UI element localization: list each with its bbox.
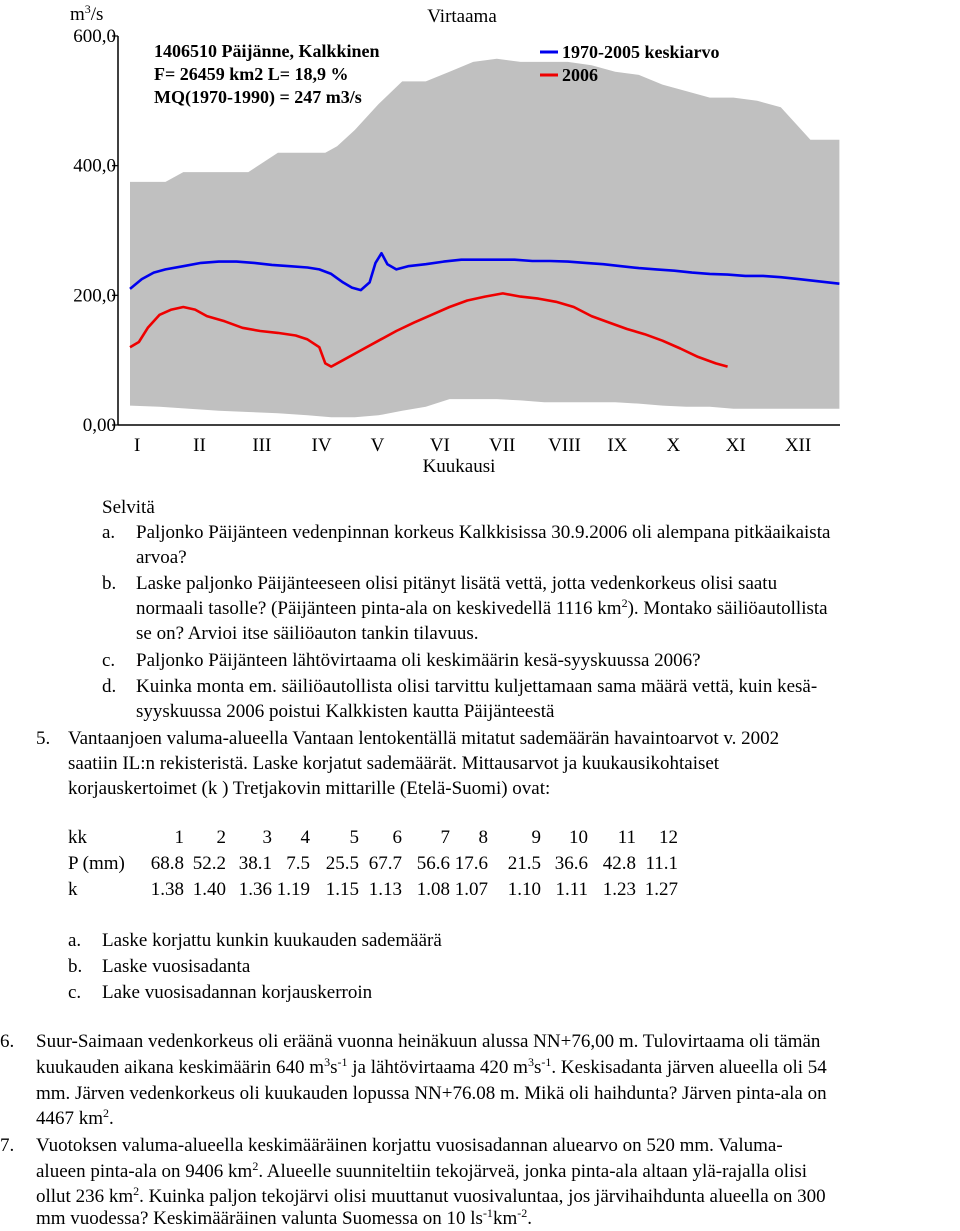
flow-range-band bbox=[130, 59, 839, 418]
table-cell: 56.6 bbox=[416, 853, 450, 874]
x-tick-label: VII bbox=[489, 435, 516, 456]
table-row-label: kk bbox=[68, 827, 87, 848]
table-cell: 5 bbox=[349, 827, 359, 848]
question-5a-label: a. bbox=[68, 930, 82, 951]
table-cell: 1.13 bbox=[368, 879, 402, 900]
table-cell: 1.36 bbox=[238, 879, 272, 900]
question-5-line-2: saatiin IL:n rekisteristä. Laske korjatut sademäärät. Mittausarvot ja kuukausikohtaiset bbox=[68, 753, 720, 774]
question-5b-label: b. bbox=[68, 956, 83, 977]
table-cell: 21.5 bbox=[507, 853, 541, 874]
question-7-line-1: Vuotoksen valuma-alueella keskimääräinen korjattu vuosisadannan aluearvo on 520 mm. Valuma- bbox=[36, 1135, 783, 1156]
item-b-text-2: normaali tasolle? (Päijänteen pinta-ala on keskivedellä 1116 $km^2$). Montako säiliöautollista bbox=[136, 596, 828, 619]
question-6-line-2: kuukauden aikana keskimäärin 640 $m^3s^{-1}$ ja lähtövirtaama 420 $m^3s^{-1}$. Keskisadanta järven alueella oli 54 bbox=[36, 1055, 827, 1078]
table-cell: 9 bbox=[531, 827, 541, 848]
table-cell: 1.23 bbox=[602, 879, 636, 900]
station-info-line-1: 1406510 Päijänne, Kalkkinen bbox=[154, 41, 380, 61]
question-7-line-3: ollut 236 $km^2$. Kuinka paljon tekojärvi olisi muuttanut vuosivaluntaa, jos järvihaihdunta alueella on 300 bbox=[36, 1184, 826, 1207]
table-row-label: P (mm) bbox=[68, 853, 125, 874]
x-tick-label: IV bbox=[311, 435, 332, 456]
x-tick-label: VIII bbox=[548, 435, 581, 456]
table-cell: 1.07 bbox=[454, 879, 488, 900]
question-6-number: 6. bbox=[0, 1031, 15, 1052]
item-d-text-2: syyskuussa 2006 poistui Kalkkisten kautta Päijänteestä bbox=[136, 701, 555, 722]
station-info bbox=[154, 41, 380, 108]
item-a-text-2: arvoa? bbox=[136, 547, 187, 568]
x-axis-label: Kuukausi bbox=[422, 456, 496, 477]
item-c-label: c. bbox=[102, 650, 116, 671]
station-info-line-2: F= 26459 km2 L= 18,9 % bbox=[154, 64, 349, 84]
legend-label-avg: 1970-2005 keskiarvo bbox=[562, 42, 720, 62]
chart-title: Virtaama bbox=[427, 6, 497, 27]
y-tick-label: 0,00 bbox=[82, 415, 116, 436]
x-tick-label: I bbox=[134, 435, 141, 456]
table-row-label: k bbox=[68, 879, 78, 900]
x-tick-label: IX bbox=[607, 435, 628, 456]
x-tick-label: V bbox=[370, 435, 385, 456]
table-cell: 8 bbox=[478, 827, 488, 848]
table-cell: 1.10 bbox=[507, 879, 541, 900]
table-cell: 1.27 bbox=[644, 879, 678, 900]
table-cell: 6 bbox=[392, 827, 402, 848]
x-tick-label: VI bbox=[429, 435, 450, 456]
question-5-line-1: Vantaanjoen valuma-alueella Vantaan lentokentällä mitatut sademäärän havaintoarvot v. 2002 bbox=[68, 728, 780, 749]
table-cell: 4 bbox=[300, 827, 310, 848]
question-7-line-2: alueen pinta-ala on 9406 $km^2$. Alueelle suunniteltiin tekojärveä, jonka pinta-ala altaan ylä-rajalla olisi bbox=[36, 1159, 808, 1182]
table-cell: 36.6 bbox=[554, 853, 588, 874]
table-cell: 7.5 bbox=[286, 853, 310, 874]
station-info-line-3: MQ(1970-1990) = 247 m3/s bbox=[154, 87, 362, 107]
item-b-text: Laske paljonko Päijänteeseen olisi pitänyt lisätä vettä, jotta vedenkorkeus olisi saatu bbox=[136, 573, 778, 594]
table-cell: 1.08 bbox=[416, 879, 450, 900]
table-cell: 42.8 bbox=[602, 853, 636, 874]
table-cell: 2 bbox=[216, 827, 226, 848]
item-a-label: a. bbox=[102, 522, 116, 543]
table-cell: 3 bbox=[262, 827, 272, 848]
y-tick-label: 600,0 bbox=[73, 26, 116, 47]
table-cell: 68.8 bbox=[150, 853, 184, 874]
question-5-number: 5. bbox=[36, 728, 51, 749]
table-cell: 1.11 bbox=[555, 879, 588, 900]
flow-chart bbox=[0, 0, 960, 480]
table-cell: 1.38 bbox=[150, 879, 184, 900]
item-d-label: d. bbox=[102, 676, 117, 697]
table-cell: 38.1 bbox=[238, 853, 272, 874]
question-5b-text: Laske vuosisadanta bbox=[102, 956, 251, 977]
item-a-text: Paljonko Päijänteen vedenpinnan korkeus Kalkkisissa 30.9.2006 oli alempana pitkäaikaista bbox=[136, 522, 831, 543]
table-cell: 1.40 bbox=[192, 879, 226, 900]
question-6-line-3: mm. Järven vedenkorkeus oli kuukauden lopussa NN+76.08 m. Mikä oli haihdunta? Järven pinta-ala on bbox=[36, 1083, 827, 1104]
y-tick-label: 200,0 bbox=[73, 285, 116, 307]
x-tick-label: II bbox=[193, 435, 206, 456]
x-tick-label: III bbox=[252, 435, 272, 456]
x-tick-label: X bbox=[666, 435, 681, 456]
item-b-label: b. bbox=[102, 573, 117, 594]
item-c-text: Paljonko Päijänteen lähtövirtaama oli keskimäärin kesä-syyskuussa 2006? bbox=[136, 650, 701, 671]
table-cell: 17.6 bbox=[454, 853, 488, 874]
x-tick-label: XII bbox=[784, 435, 812, 456]
table-cell: 1 bbox=[174, 827, 184, 848]
table-cell: 1.19 bbox=[276, 879, 310, 900]
x-tick-label: XI bbox=[725, 435, 746, 456]
question-5a-text: Laske korjattu kunkin kuukauden sademäärä bbox=[102, 930, 442, 951]
table-cell: 25.5 bbox=[325, 853, 359, 874]
table-cell: 7 bbox=[440, 827, 450, 848]
table-cell: 67.7 bbox=[368, 853, 402, 874]
y-unit-label: $m^3/s$ bbox=[70, 2, 104, 25]
table-cell: 11.1 bbox=[645, 853, 678, 874]
table-cell: 12 bbox=[659, 827, 678, 848]
question-5c-text: Lake vuosisadannan korjauskerroin bbox=[102, 982, 373, 1003]
table-cell: 52.2 bbox=[192, 853, 226, 874]
question-5-line-3: korjauskertoimet (k ) Tretjakovin mittarille (Etelä-Suomi) ovat: bbox=[68, 778, 551, 799]
flow-band-area bbox=[130, 59, 839, 418]
item-d-text: Kuinka monta em. säiliöautollista olisi tarvittu kuljettamaan sama määrä vettä, kuin kesä- bbox=[136, 676, 818, 697]
question-6-line-1: Suur-Saimaan vedenkorkeus oli eräänä vuonna heinäkuun alussa NN+76,00 m. Tulovirtaama oli tämän bbox=[36, 1031, 821, 1052]
selvita-heading: Selvitä bbox=[102, 497, 155, 518]
question-7-line-4: mm vuodessa? Keskimääräinen valunta Suomessa on 10 $ls^{-1}km^{-2}$. bbox=[36, 1206, 532, 1229]
legend-label-2006: 2006 bbox=[562, 65, 598, 85]
item-b-text-3: se on? Arvioi itse säiliöauton tankin tilavuus. bbox=[136, 623, 479, 644]
table-cell: 11 bbox=[617, 827, 636, 848]
table-cell: 1.15 bbox=[325, 879, 359, 900]
question-6-line-4: 4467 $km^2$. bbox=[36, 1106, 114, 1129]
question-7-number: 7. bbox=[0, 1135, 15, 1156]
question-5c-label: c. bbox=[68, 982, 82, 1003]
y-tick-label: 400,0 bbox=[73, 155, 116, 177]
table-cell: 10 bbox=[569, 827, 588, 848]
